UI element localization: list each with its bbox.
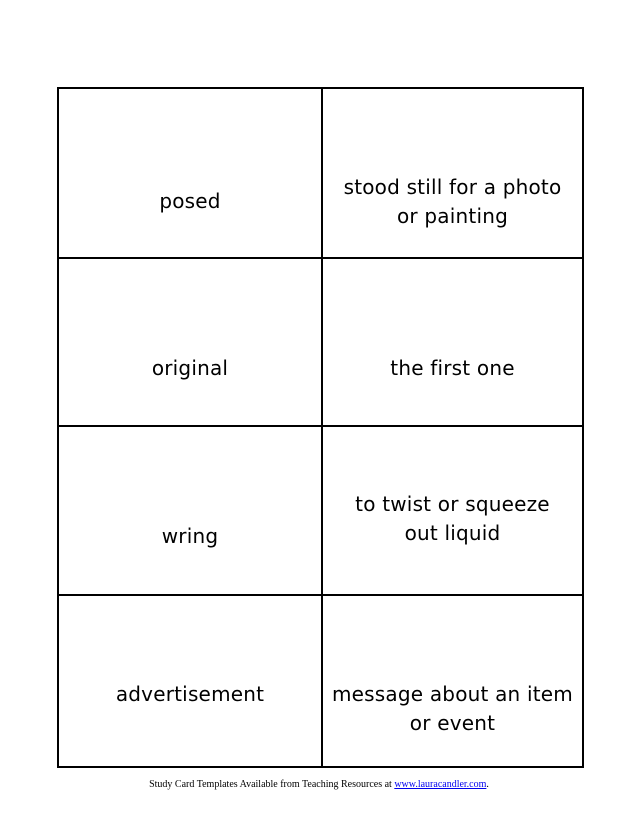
card-term-cell [59, 596, 323, 766]
card-term: original [151, 356, 229, 380]
card-term-cell [59, 89, 323, 259]
card-definition: the first one [390, 356, 515, 380]
card-definition-cell [323, 259, 582, 427]
footer-link[interactable]: www.lauracandler.com [394, 779, 487, 790]
footer-suffix: . [486, 779, 489, 790]
card-term: wring [161, 524, 219, 548]
card-definition-cell [323, 89, 582, 259]
footer-text: Study Card Templates Available from Teaching Resources at [149, 779, 395, 790]
card-definition-cell [323, 427, 582, 596]
card-term-cell [59, 259, 323, 427]
card-definition: stood still for a photo or painting [343, 175, 562, 228]
card-definition-cell [323, 596, 582, 766]
footer-note [0, 779, 638, 790]
study-card-grid [57, 87, 584, 768]
card-term-cell [59, 427, 323, 596]
card-term: advertisement [115, 682, 265, 706]
card-definition: to twist or squeeze out liquid [355, 492, 550, 545]
card-term: posed [159, 189, 221, 213]
card-definition: message about an item or event [332, 682, 573, 735]
